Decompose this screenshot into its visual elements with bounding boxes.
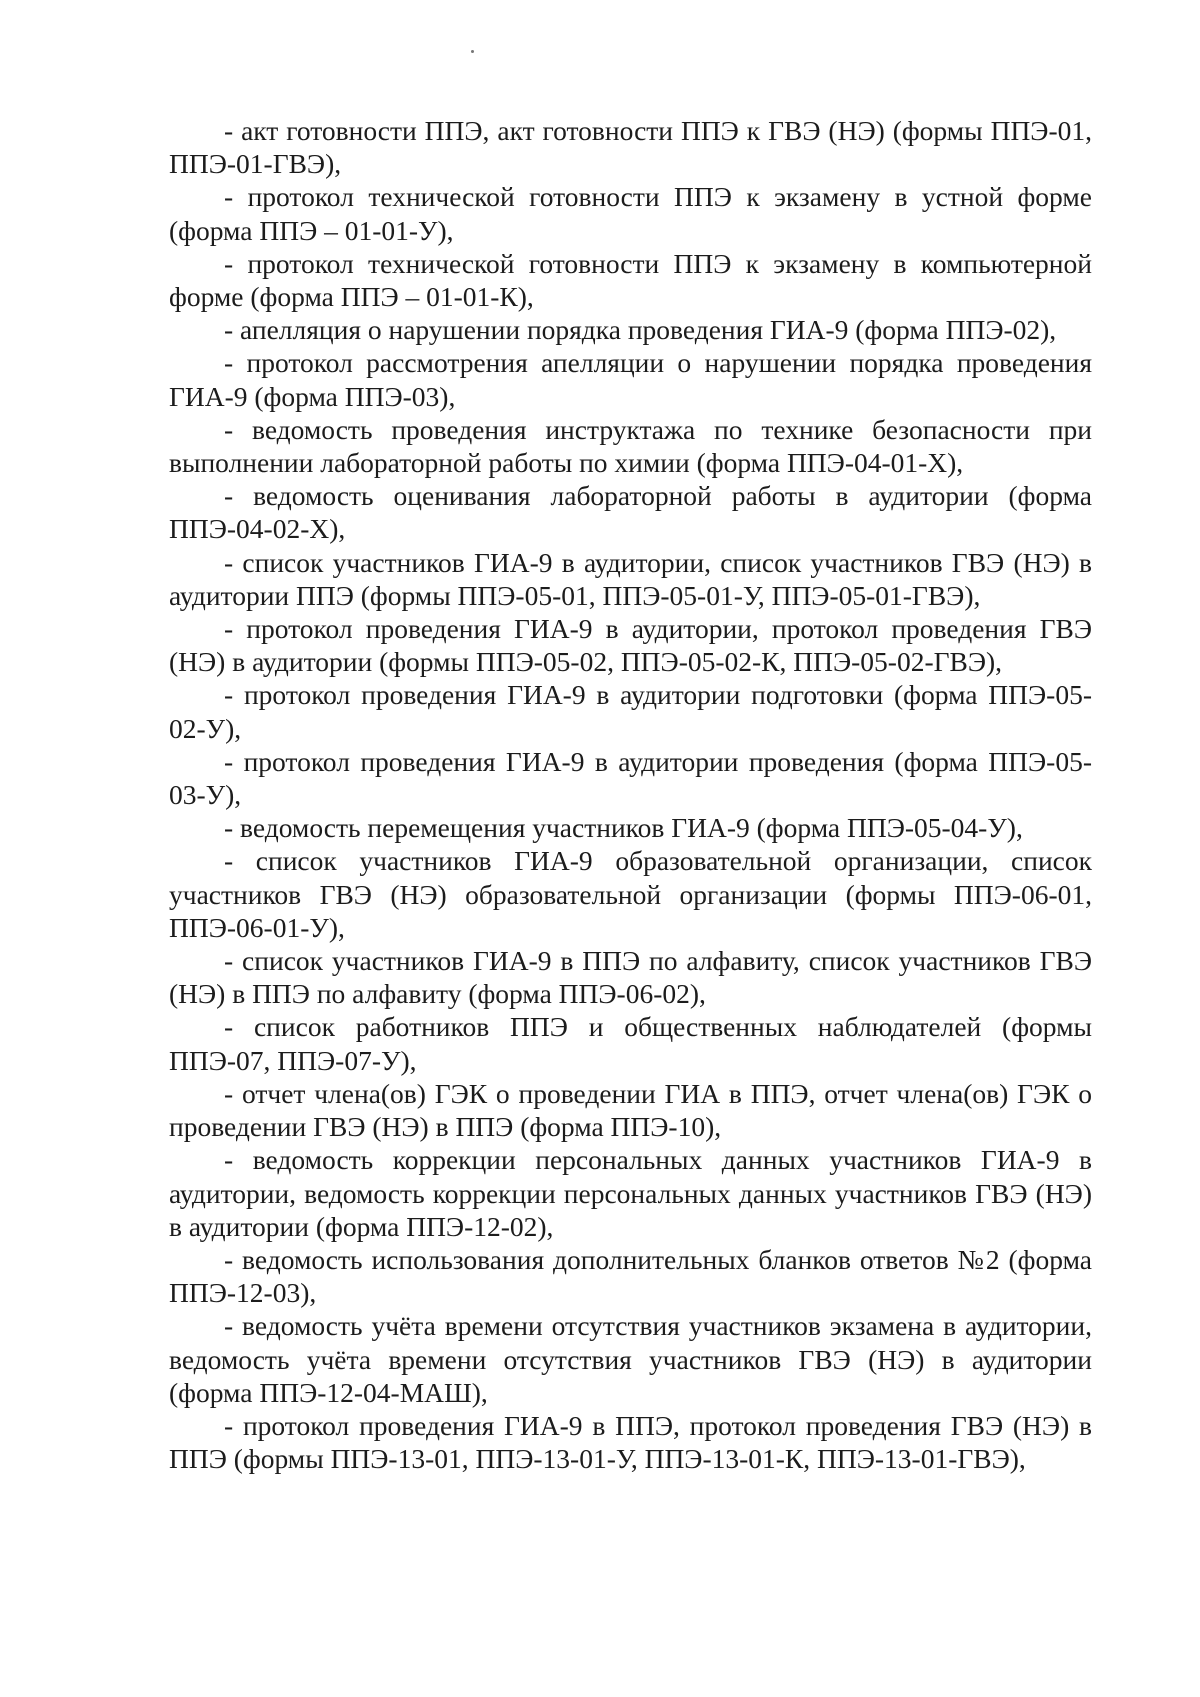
- list-item: - ведомость использования дополнительных бланков ответов №2 (форма ППЭ-12-03),: [169, 1243, 1092, 1309]
- list-item: - протокол рассмотрения апелляции о нарушении порядка проведения ГИА-9 (форма ППЭ-03),: [169, 347, 1092, 412]
- scan-speck: [471, 50, 474, 53]
- list-item: - ведомость коррекции персональных данных участников ГИА-9 в аудитории, ведомость коррекции персональных данных участников ГВЭ (НЭ) в аудитории (форма ППЭ-12-02),: [169, 1144, 1092, 1242]
- forms-list: [169, 114, 1092, 1475]
- list-item: - ведомость проведения инструктажа по технике безопасности при выполнении лабораторной работы по химии (форма ППЭ-04-01-Х),: [169, 413, 1092, 479]
- list-item: - список участников ГИА-9 в ППЭ по алфавиту, список участников ГВЭ (НЭ) в ППЭ по алфавиту (форма ППЭ-06-02),: [169, 945, 1092, 1010]
- list-item: - протокол проведения ГИА-9 в аудитории проведения (форма ППЭ-05-03-У),: [169, 745, 1092, 811]
- list-item: - список участников ГИА-9 в аудитории, список участников ГВЭ (НЭ) в аудитории ППЭ (формы ППЭ-05-01, ППЭ-05-01-У, ППЭ-05-01-ГВЭ),: [169, 546, 1092, 611]
- list-item: - ведомость перемещения участников ГИА-9 (форма ППЭ-05-04-У),: [224, 812, 1023, 844]
- list-item: - акт готовности ППЭ, акт готовности ППЭ к ГВЭ (НЭ) (формы ППЭ-01, ППЭ-01-ГВЭ),: [169, 115, 1092, 180]
- list-item: - апелляция о нарушении порядка проведения ГИА-9 (форма ППЭ-02),: [224, 314, 1057, 346]
- list-item: - протокол проведения ГИА-9 в аудитории, протокол проведения ГВЭ (НЭ) в аудитории (формы ППЭ-05-02, ППЭ-05-02-К, ППЭ-05-02-ГВЭ),: [169, 613, 1092, 678]
- list-item: - протокол технической готовности ППЭ к экзамену в компьютерной форме (форма ППЭ – 01-01-К),: [169, 247, 1092, 313]
- list-item: - отчет члена(ов) ГЭК о проведении ГИА в ППЭ, отчет члена(ов) ГЭК о проведении ГВЭ (НЭ) в ППЭ (форма ППЭ-10),: [169, 1077, 1092, 1143]
- list-item: - список участников ГИА-9 образовательной организации, список участников ГВЭ (НЭ) образовательной организации (формы ППЭ-06-01, ППЭ-06-01-У),: [169, 845, 1092, 943]
- list-item: - список работников ППЭ и общественных наблюдателей (формы ППЭ-07, ППЭ-07-У),: [169, 1011, 1092, 1076]
- list-item: - протокол проведения ГИА-9 в ППЭ, протокол проведения ГВЭ (НЭ) в ППЭ (формы ППЭ-13-01, ППЭ-13-01-У, ППЭ-13-01-К, ППЭ-13-01-ГВЭ),: [169, 1409, 1092, 1475]
- list-item: - ведомость учёта времени отсутствия участников экзамена в аудитории, ведомость учёта времени отсутствия участников ГВЭ (НЭ) в аудитории (форма ППЭ-12-04-МАШ),: [169, 1310, 1092, 1408]
- list-item: - протокол технической готовности ППЭ к экзамену в устной форме (форма ППЭ – 01-01-У),: [169, 181, 1092, 246]
- list-item: - ведомость оценивания лабораторной работы в аудитории (форма ППЭ-04-02-Х),: [169, 480, 1092, 545]
- list-item: - протокол проведения ГИА-9 в аудитории подготовки (форма ППЭ-05-02-У),: [169, 679, 1092, 744]
